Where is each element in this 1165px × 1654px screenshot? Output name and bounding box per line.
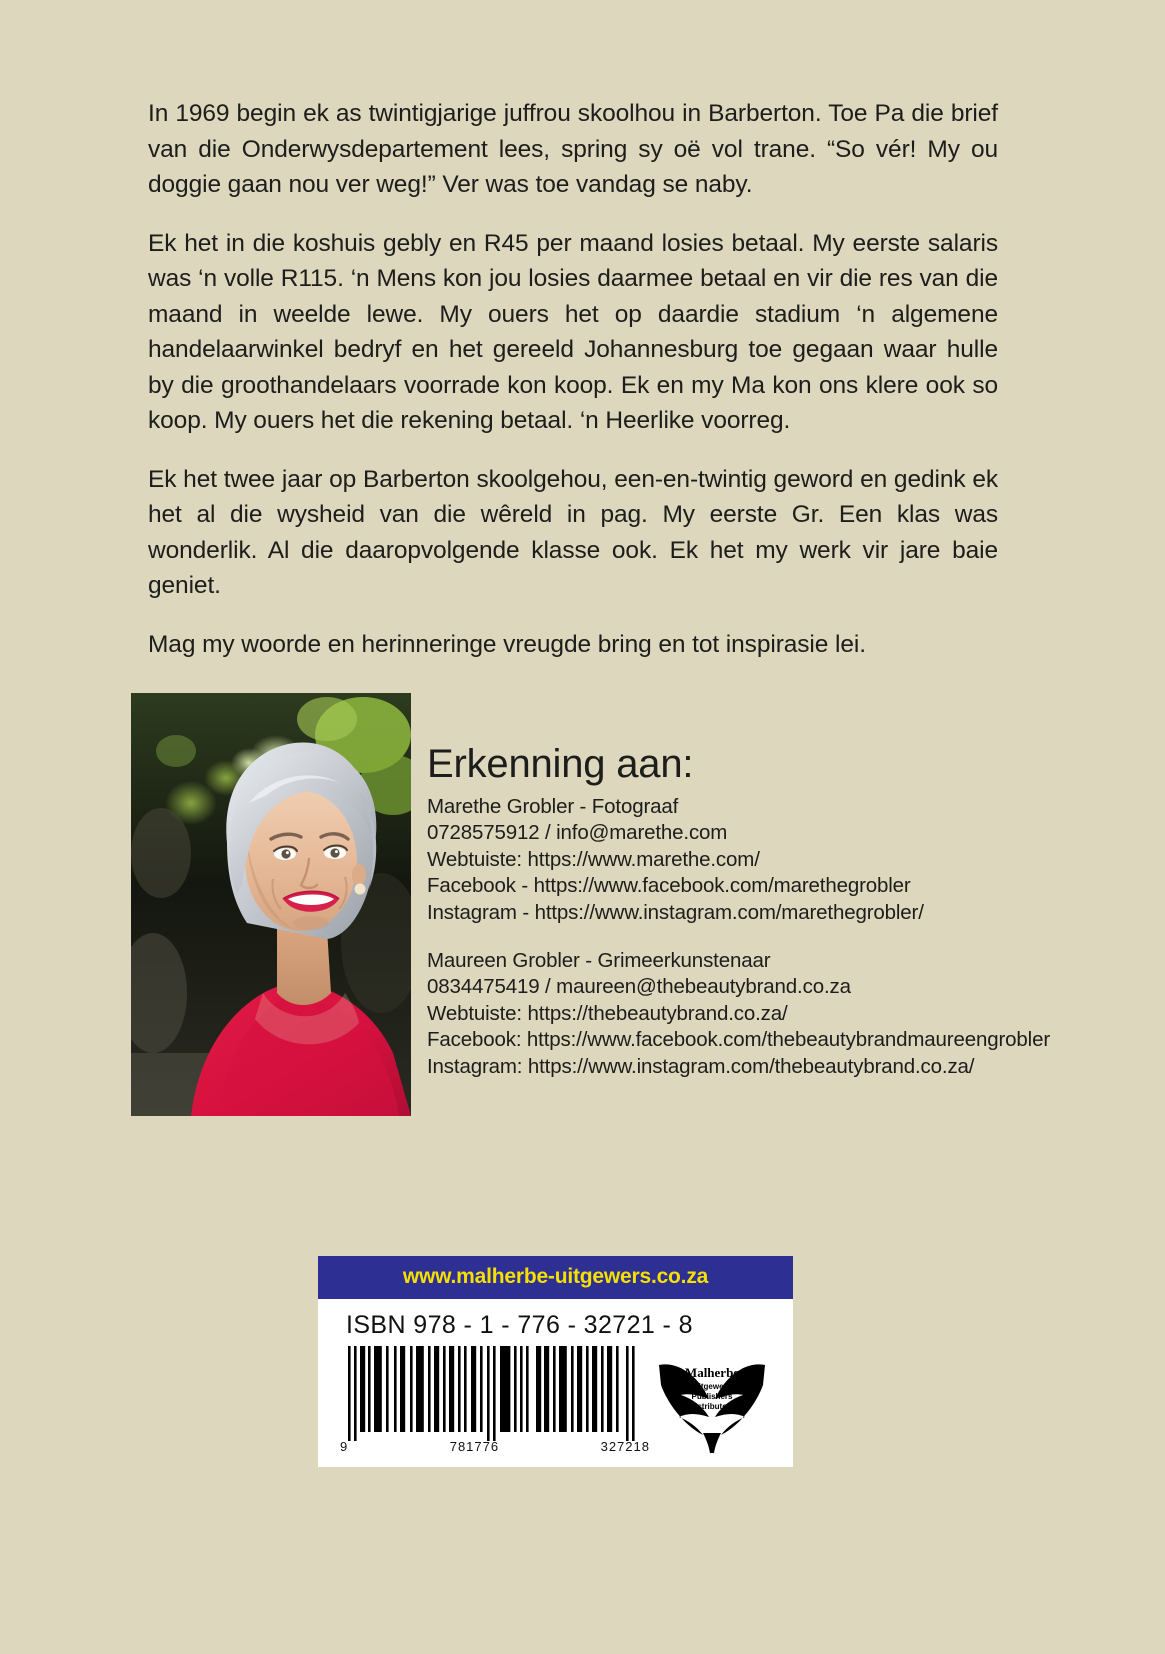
barcode-digit-left: 9 [340, 1439, 349, 1454]
author-portrait-image [131, 693, 411, 1116]
svg-text:Publishers: Publishers [691, 1392, 733, 1401]
svg-text:Uitgewers: Uitgewers [692, 1382, 732, 1391]
credit-line: Marethe Grobler - Fotograaf [427, 795, 679, 818]
barcode-area [318, 1299, 793, 1467]
barcode-digit-group-1: 781776 [449, 1439, 500, 1454]
credit-block-photographer [427, 794, 1127, 926]
malherbe-publisher-logo [653, 1341, 771, 1453]
credit-line: Webtuiste: https://thebeautybrand.co.za/ [427, 1001, 788, 1025]
credit-line: Maureen Grobler - Grimeerkunstenaar [427, 949, 771, 973]
ean13-barcode [344, 1346, 644, 1441]
acknowledgements-section [427, 740, 1127, 1080]
author-portrait-photo [131, 693, 411, 1116]
body-copy [148, 96, 998, 662]
paragraph-1: In 1969 begin ek as twintigjarige juffrou skoolhou in Barberton. Toe Pa die brief van die Onderwysdepartement lees, spring sy oë vol trane. “So vér! My ou doggie gaan nou ver weg!” Ver was toe vandag se naby. [148, 100, 998, 198]
svg-text:Distributors: Distributors [689, 1402, 735, 1411]
paragraph-2: Ek het in die koshuis gebly en R45 per maand losies betaal. My eerste salaris was ‘n volle R115. ‘n Mens kon jou losies daarmee betaal en vir die res van die maand in weelde lewe. My ouers het op daardie stadium ‘n algemene handelaarwinkel bedryf en het gereeld Johannesburg toe gegaan waar hulle by die groothandelaars voorrade kon koop. Ek en my Ma kon ons klere ook so koop. My ouers het die rekening betaal. ‘n Heerlike voorreg. [148, 229, 998, 434]
publisher-url[interactable]: www.malherbe-uitgewers.co.za [402, 1265, 709, 1288]
paragraph-3: Ek het twee jaar op Barberton skoolgehou, een-en-twintig geword en gedink ek het al die wysheid van die wêreld in pag. My eerste Gr. Een klas was wonderlik. Al die daaropvolgende klasse ook. Ek het my werk vir jare baie geniet. [148, 465, 998, 599]
credit-line: 0728575912 / info@marethe.com [427, 821, 728, 845]
credit-line: Instagram: https://www.instagram.com/thebeautybrand.co.za/ [427, 1054, 975, 1078]
credit-line: Webtuiste: https://www.marethe.com/ [427, 847, 760, 871]
credit-line: Instagram - https://www.instagram.com/marethegrobler/ [427, 900, 924, 924]
publisher-url-bar [318, 1256, 793, 1299]
barcode-digit-row [340, 1439, 650, 1454]
credit-line: Facebook: https://www.facebook.com/thebeautybrandmaureengrobler [427, 1028, 1050, 1052]
acknowledgements-heading: Erkenning aan: [427, 742, 694, 786]
isbn-number: ISBN 978 - 1 - 776 - 32721 - 8 [346, 1311, 693, 1339]
credit-line: 0834475419 / maureen@thebeautybrand.co.za [427, 975, 851, 999]
barcode-digit-group-2: 327218 [600, 1439, 650, 1454]
svg-text:Malherbe: Malherbe [684, 1365, 740, 1380]
barcode-bars [344, 1346, 644, 1441]
isbn-barcode-block [318, 1256, 793, 1467]
credit-line: Facebook - https://www.facebook.com/marethegrobler [427, 874, 911, 898]
feather-quills-logo-icon [653, 1341, 771, 1453]
credit-block-makeup-artist [427, 948, 1127, 1080]
paragraph-4: Mag my woorde en herinneringe vreugde bring en tot inspirasie lei. [148, 630, 866, 658]
